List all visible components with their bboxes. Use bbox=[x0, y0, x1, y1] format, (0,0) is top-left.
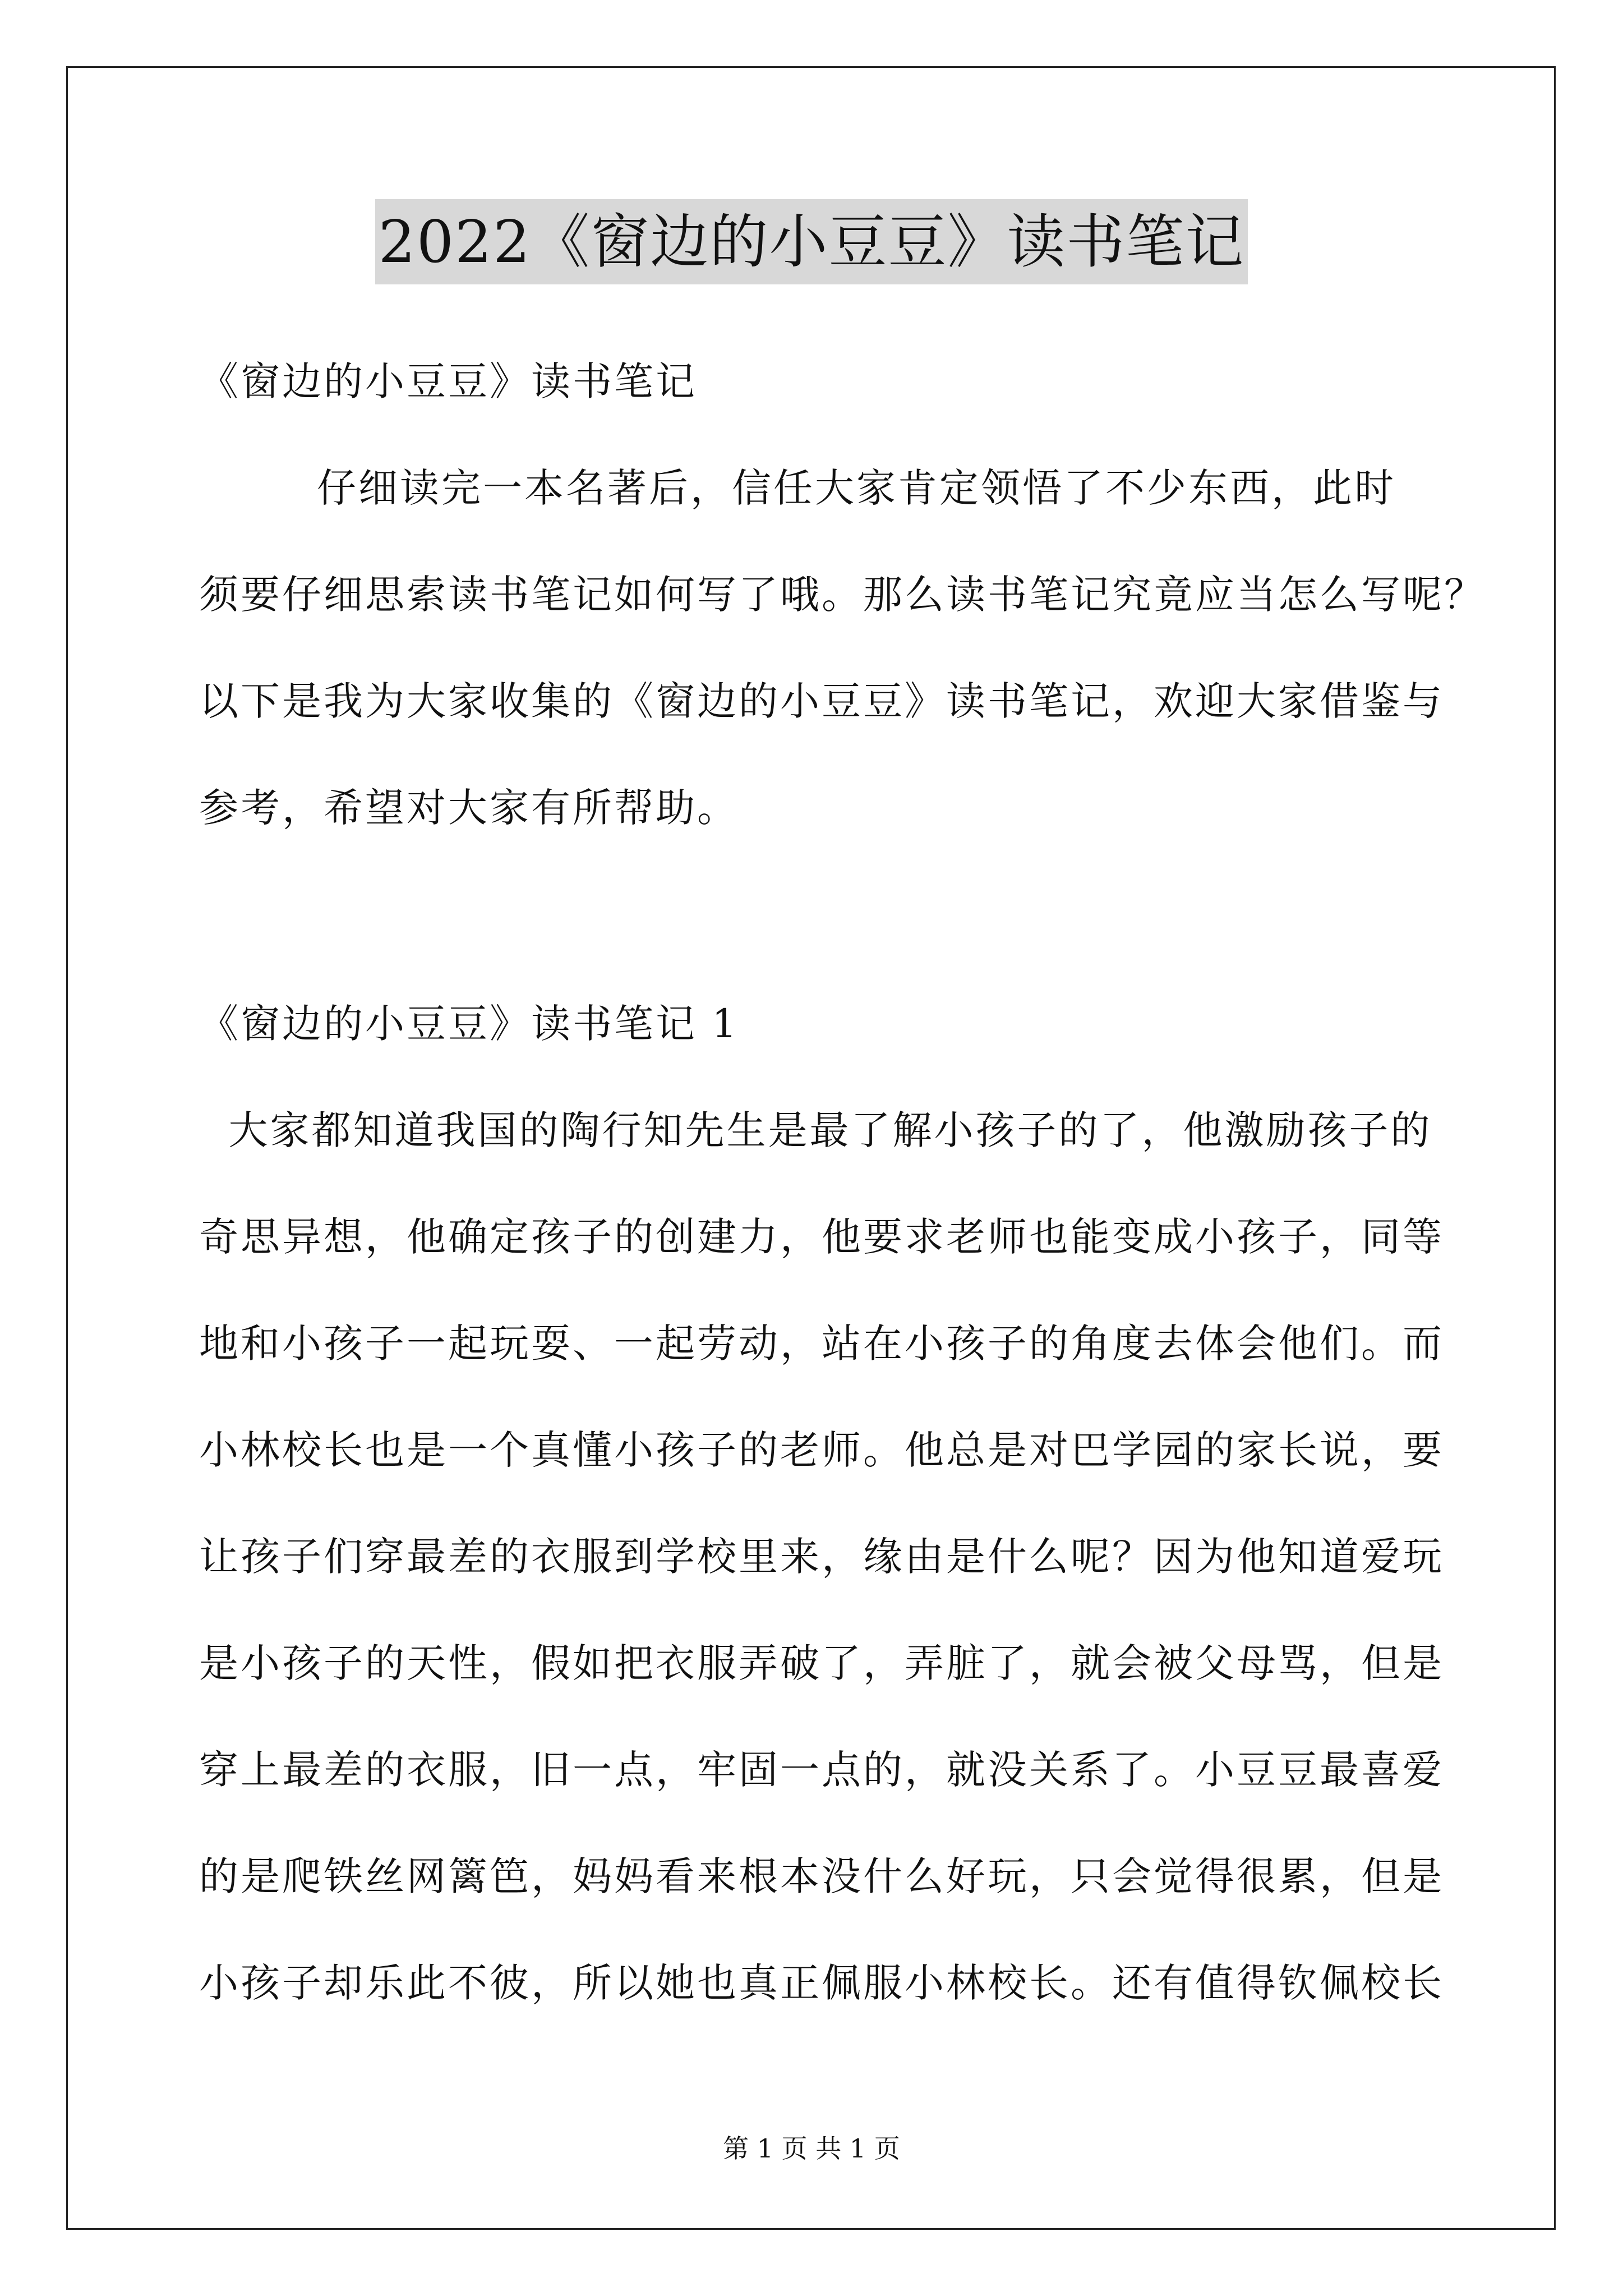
paragraph-line: 小孩子却乐此不彼，所以她也真正佩服小林校长。还有值得钦佩校长 bbox=[199, 1960, 1444, 2006]
paragraph-line: 奇思异想，他确定孩子的创建力，他要求老师也能变成小孩子，同等 bbox=[199, 1214, 1444, 1260]
paragraph-line: 是小孩子的天性，假如把衣服弄破了，弄脏了，就会被父母骂，但是 bbox=[199, 1640, 1444, 1686]
paragraph-line: 让孩子们穿最差的衣服到学校里来，缘由是什么呢？因为他知道爱玩 bbox=[199, 1534, 1444, 1580]
section-heading: 《窗边的小豆豆》读书笔记 1 bbox=[199, 1001, 739, 1047]
paragraph-line: 参考，希望对大家有所帮助。 bbox=[199, 785, 739, 831]
title-container bbox=[0, 199, 1623, 284]
paragraph-line: 须要仔细思索读书笔记如何写了哦。那么读书笔记究竟应当怎么写呢？ bbox=[199, 572, 1486, 618]
paragraph-line: 的是爬铁丝网篱笆，妈妈看来根本没什么好玩，只会觉得很累，但是 bbox=[199, 1853, 1444, 1899]
paragraph-line: 穿上最差的衣服，旧一点，牢固一点的，就没关系了。小豆豆最喜爱 bbox=[199, 1747, 1444, 1793]
section-heading: 《窗边的小豆豆》读书笔记 bbox=[199, 358, 697, 404]
paragraph-line: 小林校长也是一个真懂小孩子的老师。他总是对巴学园的家长说，要 bbox=[199, 1427, 1444, 1473]
page-footer: 第 1 页 共 1 页 bbox=[723, 2133, 900, 2164]
paragraph-line: 仔细读完一本名著后，信任大家肯定领悟了不少东西，此时 bbox=[199, 465, 1396, 511]
paragraph-line: 大家都知道我国的陶行知先生是最了解小孩子的了，他激励孩子的 bbox=[199, 1107, 1432, 1153]
document-title: 2022《窗边的小豆豆》读书笔记 bbox=[375, 199, 1248, 284]
paragraph-line: 以下是我为大家收集的《窗边的小豆豆》读书笔记，欢迎大家借鉴与 bbox=[199, 678, 1444, 724]
paragraph-line: 地和小孩子一起玩耍、一起劳动，站在小孩子的角度去体会他们。而 bbox=[199, 1320, 1444, 1366]
